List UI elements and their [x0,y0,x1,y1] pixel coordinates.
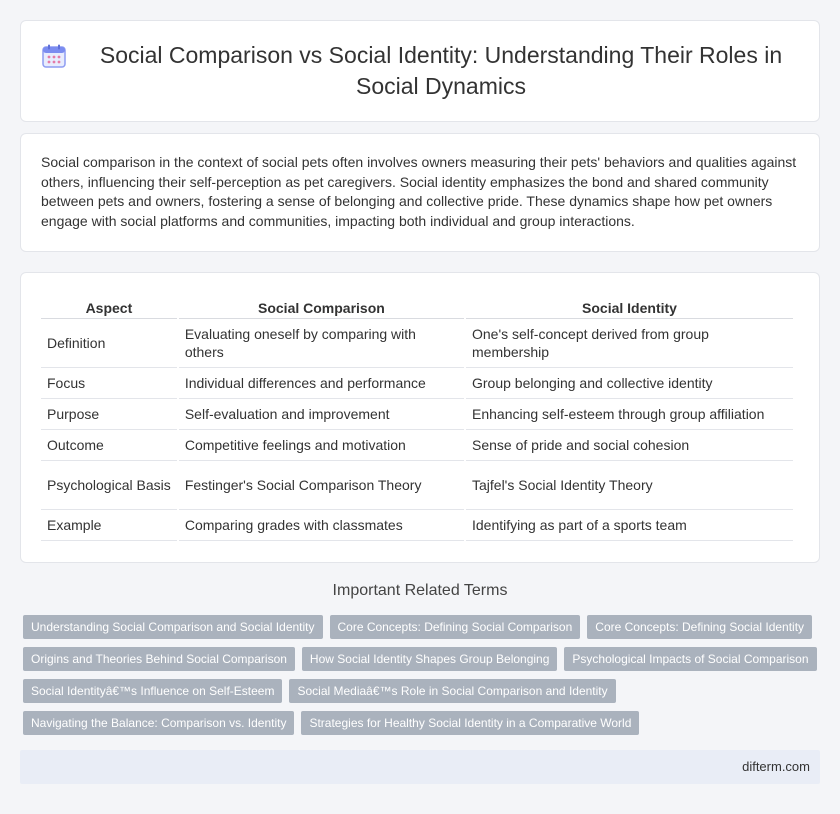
tag-row [23,647,823,671]
related-term-tag[interactable]: Strategies for Healthy Social Identity in a Comparative World [301,711,639,735]
footer-site-link[interactable]: difterm.com [742,759,810,774]
table-cell-identity: Enhancing self-esteem through group affiliation [466,399,793,430]
table-cell-aspect: Psychological Basis [41,461,177,510]
tag-row [23,615,823,639]
header-card [20,20,820,122]
table-cell-identity: One's self-concept derived from group membership [466,319,793,368]
table-cell-comparison: Self-evaluation and improvement [179,399,464,430]
related-term-tag[interactable]: Origins and Theories Behind Social Comparison [23,647,295,671]
page-title: Social Comparison vs Social Identity: Understanding Their Roles in Social Dynamics [99,42,783,99]
related-term-tag[interactable]: How Social Identity Shapes Group Belonging [302,647,557,671]
table-cell-aspect: Outcome [41,430,177,461]
table-cell-identity: Sense of pride and social cohesion [466,430,793,461]
table-row [41,319,793,368]
column-header-social-comparison: Social Comparison [179,295,464,319]
table-cell-identity: Group belonging and collective identity [466,368,793,399]
related-terms-title: Important Related Terms [332,582,508,599]
column-header-social-identity: Social Identity [466,295,793,319]
tag-row [23,711,823,735]
table-cell-aspect: Focus [41,368,177,399]
related-term-tag[interactable]: Social Identityâ€™s Influence on Self-Esteem [23,679,282,703]
related-terms-tags [23,615,823,743]
table-cell-aspect: Purpose [41,399,177,430]
related-term-tag[interactable]: Psychological Impacts of Social Comparison [564,647,816,671]
intro-card [20,133,820,252]
calendar-icon [41,43,67,69]
related-term-tag[interactable]: Social Mediaâ€™s Role in Social Comparison and Identity [289,679,615,703]
related-term-tag[interactable]: Navigating the Balance: Comparison vs. Identity [23,711,294,735]
table-row [41,510,793,541]
table-cell-aspect: Example [41,510,177,541]
footer [20,750,820,784]
intro-paragraph: Social comparison in the context of social pets often involves owners measuring their pets' behaviors and qualities against others, influencing their self-perception as pet caregivers. Social identity emphasizes the bond and shared community between pets and owners, fostering a sense of belonging and collective pride. These dynamics shape how pet owners engage with social platforms and communities, impacting both individual and group interactions. [41,154,797,229]
table-cell-aspect: Definition [41,319,177,368]
header [41,40,799,102]
table-cell-comparison: Evaluating oneself by comparing with others [179,319,464,368]
column-header-aspect: Aspect [41,295,177,319]
comparison-table-card [20,272,820,563]
table-row [41,399,793,430]
comparison-table [39,295,795,541]
related-term-tag[interactable]: Core Concepts: Defining Social Identity [587,615,812,639]
table-cell-comparison: Comparing grades with classmates [179,510,464,541]
tag-row [23,679,823,703]
table-cell-identity: Tajfel's Social Identity Theory [466,461,793,510]
table-cell-comparison: Individual differences and performance [179,368,464,399]
related-term-tag[interactable]: Core Concepts: Defining Social Comparison [330,615,581,639]
table-cell-identity: Identifying as part of a sports team [466,510,793,541]
related-term-tag[interactable]: Understanding Social Comparison and Social Identity [23,615,323,639]
table-row [41,368,793,399]
table-row [41,430,793,461]
table-header-row [41,295,793,319]
table-cell-comparison: Festinger's Social Comparison Theory [179,461,464,510]
table-cell-comparison: Competitive feelings and motivation [179,430,464,461]
table-row [41,461,793,510]
